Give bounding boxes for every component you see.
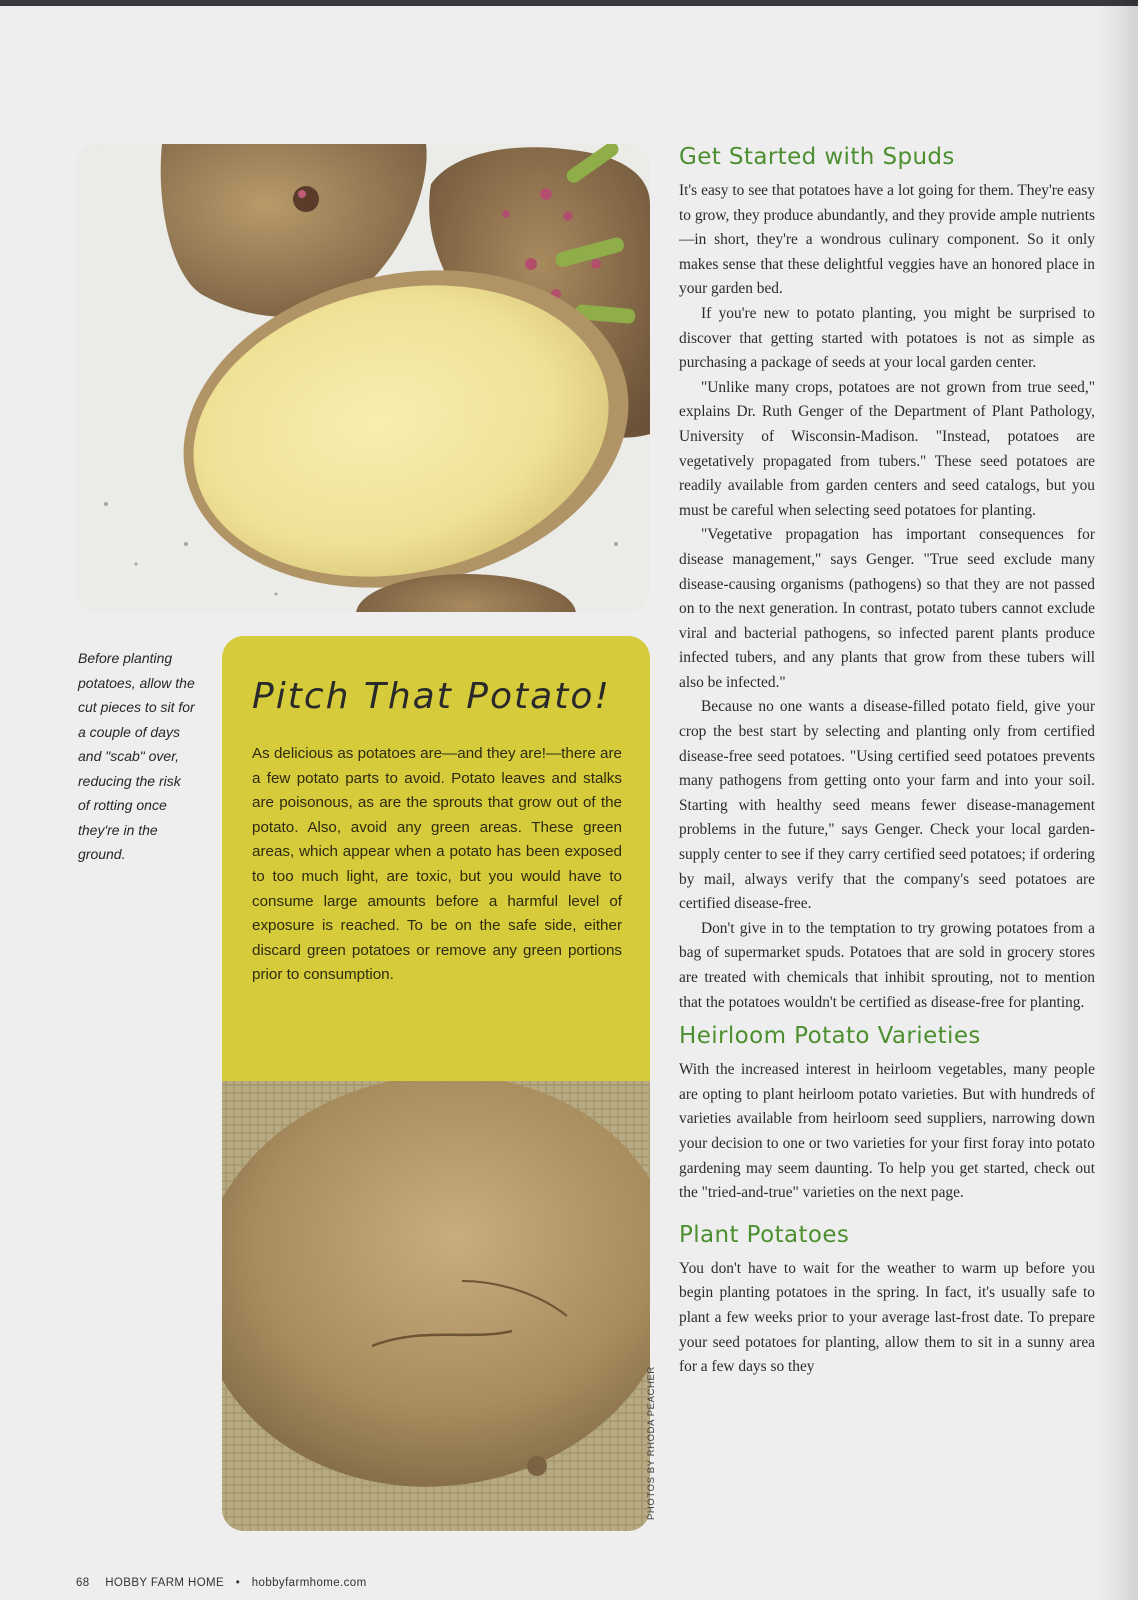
paragraph: It's easy to see that potatoes have a lot going for them. They're easy to grow, they produce abundantly, and they provide ample nutrients—in short, they're a wondrous culinary component. So it only makes sense that these delightful veggies have an honored place in your garden bed. bbox=[679, 182, 1095, 298]
whole-potato-photo bbox=[222, 1081, 650, 1531]
footer-separator: • bbox=[235, 1577, 241, 1589]
section-heading-plant-potatoes: Plant Potatoes bbox=[679, 1221, 850, 1248]
sidebar-box bbox=[222, 636, 650, 1531]
photo-caption: Before planting potatoes, allow the cut pieces to sit for a couple of days and "scab" over, reducing the risk of rotting once they're in the ground. bbox=[78, 650, 195, 862]
paragraph: With the increased interest in heirloom vegetables, many people are opting to plant heirloom potato varieties. But with hundreds of varieties available from heirloom seed suppliers, narrowing down your decision to one or two varieties for your first foray into potato gardening may seem daunting. To help you get started, check out the "tried-and-true" varieties on the next page. bbox=[679, 1061, 1095, 1202]
cut-potato-photo bbox=[76, 144, 650, 612]
page-number: 68 bbox=[76, 1577, 90, 1589]
sidebar-title: Pitch That Potato! bbox=[252, 676, 611, 717]
paragraph: If you're new to potato planting, you might be surprised to discover that getting started with potatoes is not as simple as purchasing a package of seeds at your local garden center. bbox=[679, 304, 1095, 372]
page-gutter-shadow bbox=[1098, 0, 1138, 1600]
sidebar-body: As delicious as potatoes are—and they are!—there are a few potato parts to avoid. Potato leaves and stalks are poisonous, as are the sprouts that grow out of the potato. Also, avoid any green areas. These green areas, which appear when a potato has been exposed to too much light, are toxic, but you would have to consume large amounts before a harmful level of exposure is reached. To be on the safe side, either discard green potatoes or remove any green portions prior to consumption. bbox=[252, 745, 622, 984]
section-heading-get-started: Get Started with Spuds bbox=[679, 144, 955, 170]
page-footer bbox=[76, 1577, 367, 1589]
paragraph: Don't give in to the temptation to try growing potatoes from a bag of supermarket spuds. Potatoes that are sold in grocery stores are treated with chemicals that inhibit sprouting, not to mention that the potatoes wouldn't be certified as disease-free for planting. bbox=[679, 919, 1095, 1011]
paragraph: "Vegetative propagation has important consequences for disease management," says Genger. "True seed exclude many disease-causing organisms (pathogens) so that they are not passed on to the next generation. In contrast, potato tubers cannot exclude viral and bacterial pathogens, so infected parent plants produce infected tubers, and any plants that grow from these tubers will also be infected." bbox=[679, 526, 1095, 691]
section-heading-heirloom: Heirloom Potato Varieties bbox=[679, 1023, 981, 1050]
website-link[interactable]: hobbyfarmhome.com bbox=[251, 1577, 367, 1589]
paragraph: Because no one wants a disease-filled potato field, give your crop the best start by selecting and planting only from certified disease-free seed potatoes. "Using certified seed potatoes prevents many pathogens from getting onto your farm and into your soil. Starting with healthy seed means fewer disease-management problems in the future," says Genger. Check your local garden-supply center to see if they carry certified seed potatoes; if ordering by mail, always verify that the company's seed potatoes are certified disease-free. bbox=[679, 698, 1095, 913]
photo-credit: PHOTOS BY RHODA PEACHER bbox=[646, 1366, 657, 1520]
paragraph: "Unlike many crops, potatoes are not grown from true seed," explains Dr. Ruth Genger of the Department of Plant Pathology, University of Wisconsin-Madison. "Instead, potatoes are vegetatively propagated from tubers." These seed potatoes are readily available from garden centers and seed catalogs, but you must be careful when selecting seed potatoes for planting. bbox=[679, 378, 1095, 519]
paragraph: You don't have to wait for the weather to warm up before you begin planting potatoes in the spring. In fact, it's usually safe to plant a few weeks prior to your average last-frost date. To prepare your seed potatoes for planting, allow them to sit in a sunny area for a few days so they bbox=[679, 1259, 1095, 1376]
page-top-edge bbox=[0, 0, 1138, 6]
magazine-name: HOBBY FARM HOME bbox=[105, 1577, 225, 1589]
article-column bbox=[679, 142, 1095, 1380]
